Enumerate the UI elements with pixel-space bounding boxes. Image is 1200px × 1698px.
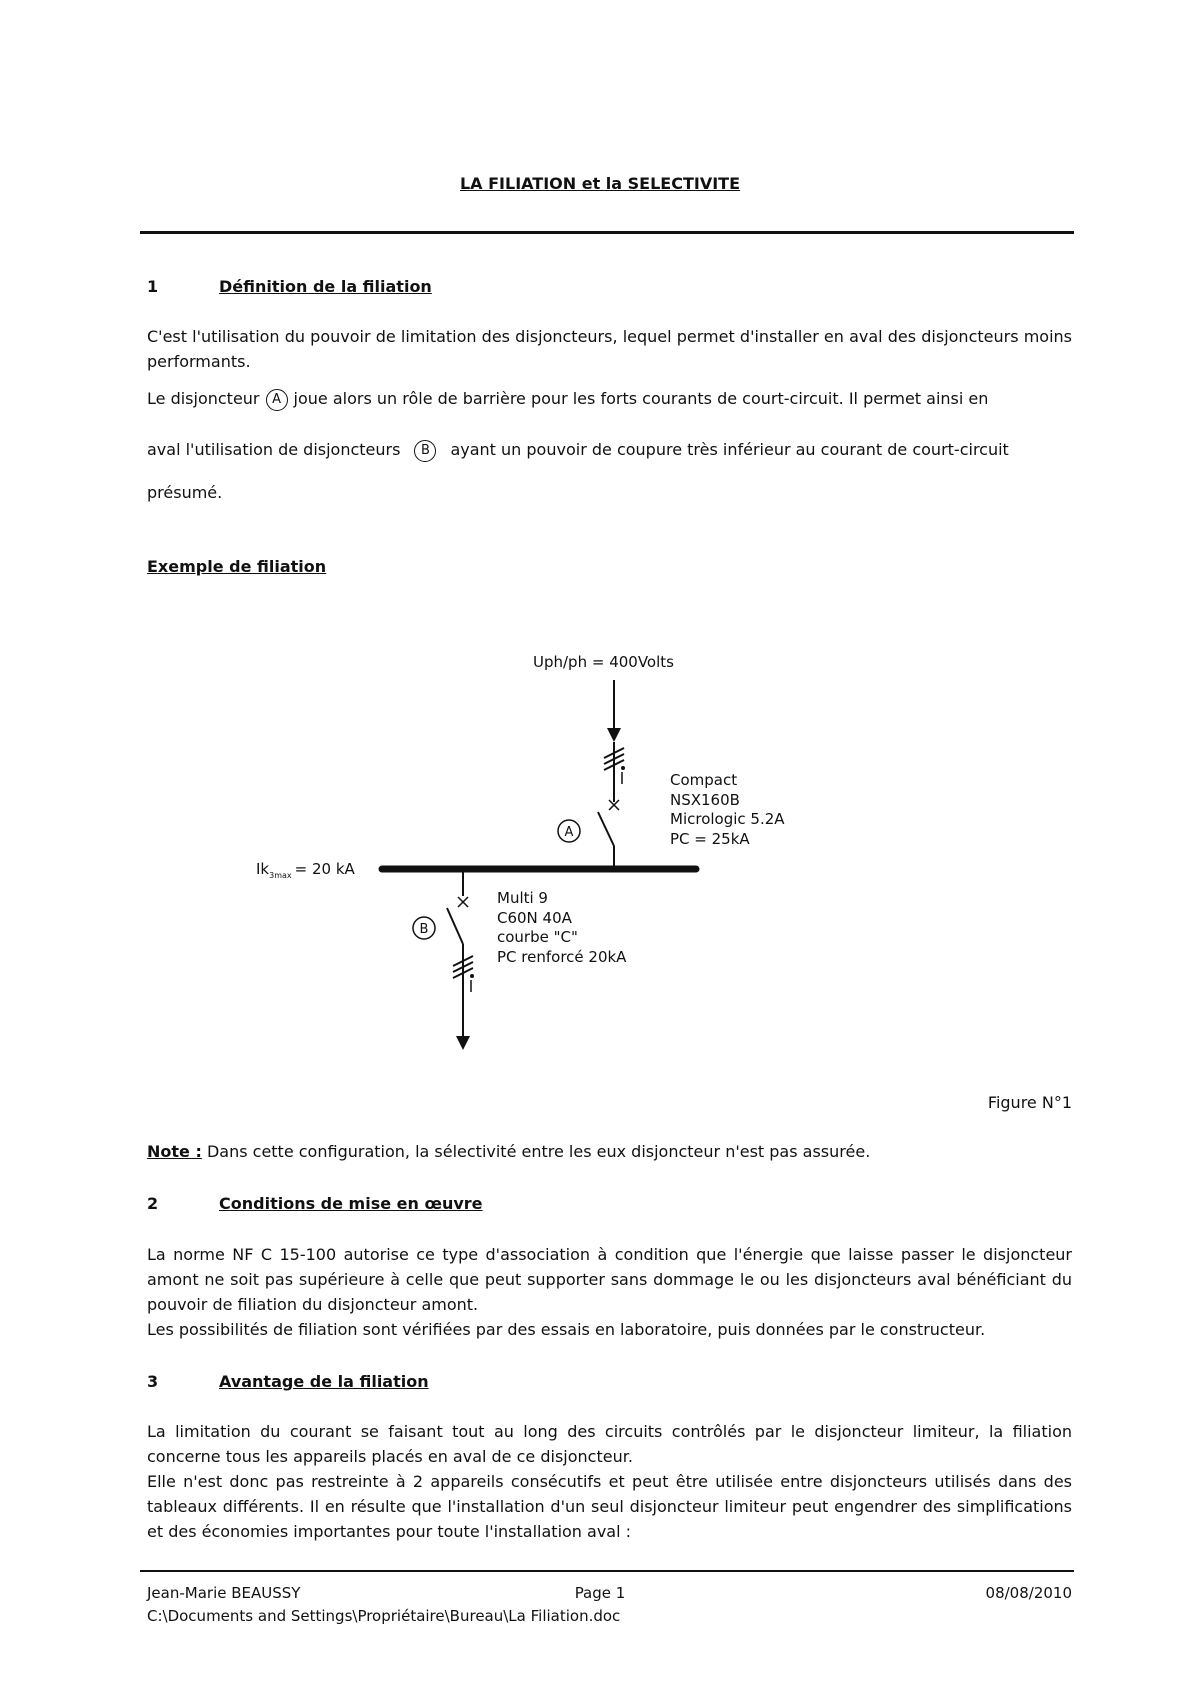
note-text: Dans cette configuration, la sélectivité entre les eux disjoncteur n'est pas assurée. (206, 1142, 871, 1161)
breaker-b-contact-icon (458, 897, 468, 907)
p3-end: ayant un pouvoir de coupure très inférieur au courant de court-circuit (450, 440, 1009, 459)
footer-date: 08/08/2010 (985, 1584, 1072, 1602)
section-3-title: Avantage de la filiation (219, 1372, 429, 1391)
section-1-paragraph-4: présumé. (147, 483, 223, 502)
section-2-number: 2 (147, 1194, 159, 1213)
section-1-paragraph-1: C'est l'utilisation du pouvoir de limitation des disjoncteurs, lequel permet d'installer en aval des disjoncteurs moins performants. (147, 327, 1072, 371)
breaker-b-line-1: Multi 9 (497, 889, 548, 907)
breaker-a-marker: A (266, 389, 288, 411)
section-3-paragraph-2: Elle n'est donc pas restreinte à 2 appareils consécutifs et peut être utilisée entre disjoncteurs utilisés dans des tableaux différents. Il en résulte que l'installation d'un seul disjoncteur limiteur peut engendrer des simplifications et des économies importantes pour toute l'installation aval : (147, 1472, 1072, 1541)
section-2-paragraph-2: Les possibilités de filiation sont vérifiées par des essais en laboratoire, puis données par le constructeur. (147, 1320, 986, 1339)
breaker-b-line-2: C60N 40A (497, 909, 572, 927)
p3-start: aval l'utilisation de disjoncteurs (147, 440, 401, 459)
breaker-b-label: B (419, 922, 429, 937)
breaker-a-line-4: PC = 25kA (670, 830, 750, 848)
figure-label: Figure N°1 (987, 1093, 1072, 1112)
section-1-title: Définition de la filiation (219, 277, 432, 296)
section-2-heading (147, 1194, 483, 1213)
breaker-a-blade (598, 812, 614, 846)
section-2-paragraph-1: La norme NF C 15-100 autorise ce type d'association à condition que l'énergie que laisse passer le disjoncteur amont ne soit pas supérieure à celle que peut supporter sans dommage le ou les disjoncteurs aval bénéficiant du pouvoir de filiation du disjoncteur amont. (147, 1245, 1072, 1314)
footer-page: Page 1 (574, 1584, 626, 1602)
section-2-title: Conditions de mise en œuvre (219, 1194, 483, 1213)
footer-path: C:\Documents and Settings\Propriétaire\Bureau\La Filiation.doc (147, 1607, 621, 1625)
incoming-arrow-icon (607, 728, 621, 742)
ik-label: $Ik_{3max} = 20$ kA (256, 860, 355, 880)
example-heading: Exemple de filiation (147, 557, 327, 576)
breaker-b-marker: B (414, 440, 436, 462)
outgoing-neutral-dot (470, 974, 474, 978)
p2-start: Le disjoncteur (147, 389, 260, 408)
outgoing-arrow-icon (456, 1036, 470, 1050)
section-3-number: 3 (147, 1372, 159, 1391)
neutral-dot (621, 766, 625, 770)
section-3-paragraph-1: La limitation du courant se faisant tout au long des circuits contrôlés par le disjoncteur limiteur, la filiation concerne tous les appareils placés en aval de ce disjoncteur. (147, 1422, 1072, 1466)
breaker-a-line-3: Micrologic 5.2A (670, 810, 785, 828)
breaker-b-blade (447, 908, 463, 944)
note-label: Note : (147, 1142, 202, 1161)
breaker-a-label: A (564, 825, 574, 840)
section-3-heading (147, 1372, 429, 1391)
breaker-b-line-4: PC renforcé 20kA (497, 948, 627, 966)
page-title: LA FILIATION et la SELECTIVITE (459, 174, 741, 193)
supply-voltage-label: Uph/ph = 400Volts (533, 653, 674, 671)
breaker-a-line-1: Compact (670, 771, 738, 789)
footer-divider (140, 1570, 1074, 1572)
breaker-b-line-3: courbe "C" (497, 928, 578, 946)
note (147, 1142, 870, 1161)
section-1-number: 1 (147, 277, 159, 296)
p2-end: joue alors un rôle de barrière pour les forts courants de court-circuit. Il permet ainsi en (293, 389, 989, 408)
footer-author: Jean-Marie BEAUSSY (147, 1584, 301, 1602)
breaker-a-line-2: NSX160B (670, 791, 740, 809)
